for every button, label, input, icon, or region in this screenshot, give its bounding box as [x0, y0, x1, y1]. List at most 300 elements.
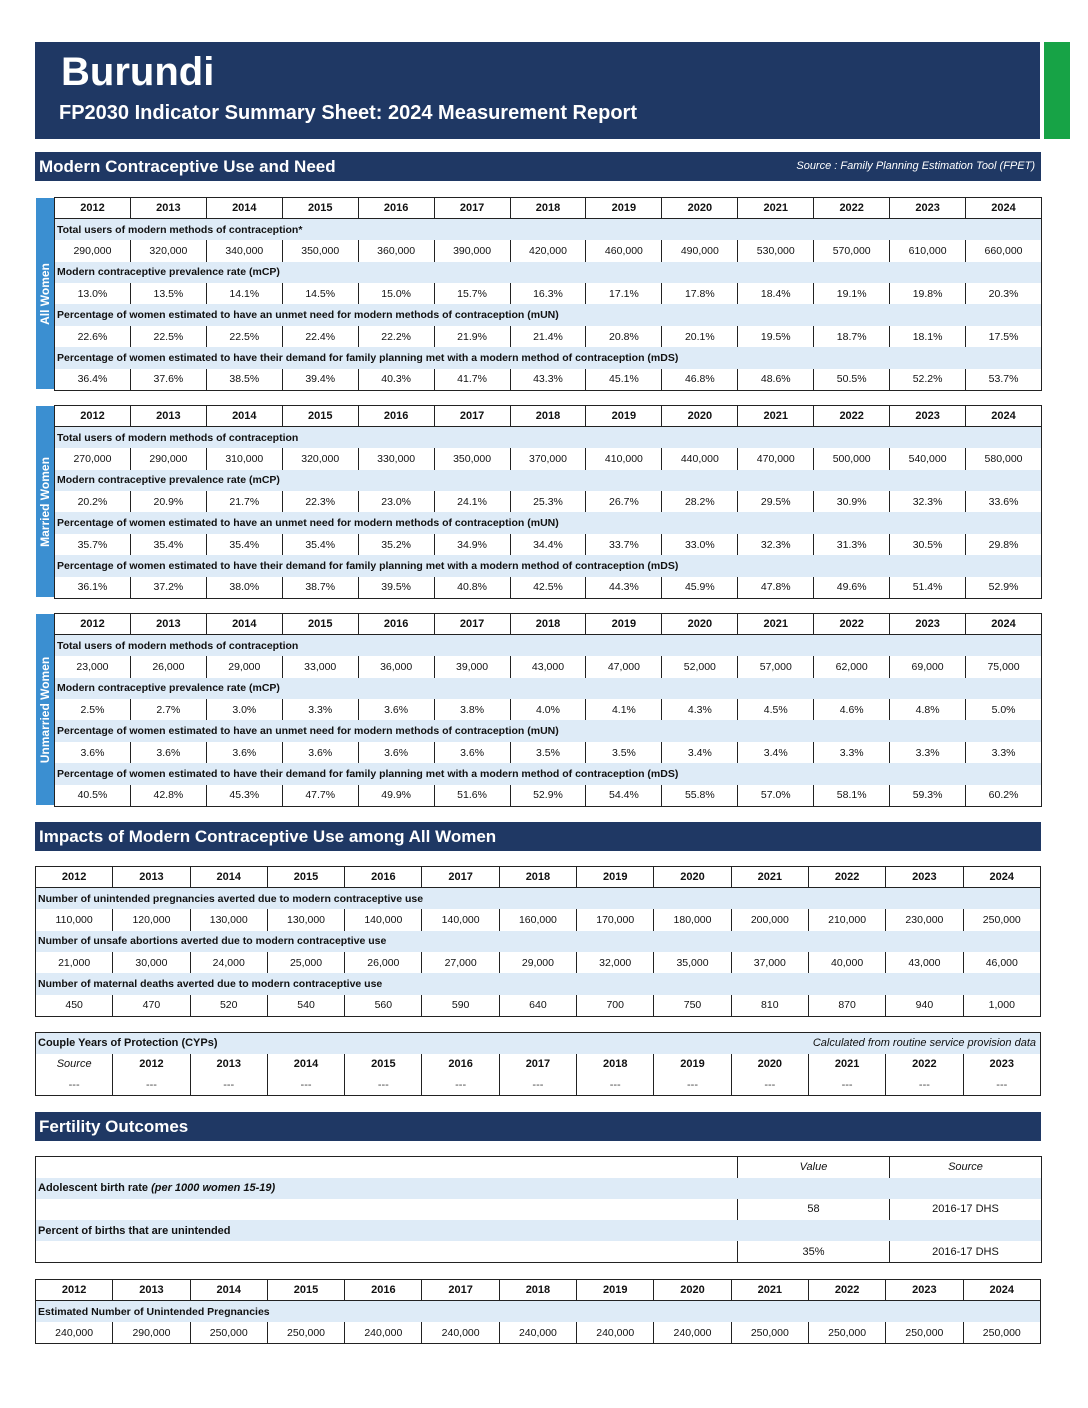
cyp-value: --- [113, 1075, 190, 1096]
indicator-value: 29,000 [206, 656, 282, 677]
indicator-value: 32.3% [890, 491, 966, 512]
indicator-label: Percentage of women estimated to have an unmet need for modern methods of contraception (mUN) [55, 512, 1042, 533]
cyp-value: --- [731, 1075, 808, 1096]
indicator-value: 360,000 [358, 240, 434, 261]
year-header: 2024 [963, 1280, 1040, 1301]
indicator-value: 250,000 [963, 1322, 1040, 1343]
fertility-value-header: Value [738, 1157, 890, 1178]
indicator-value: 75,000 [966, 656, 1042, 677]
indicator-value: 750 [654, 995, 731, 1016]
table-unmarried-women [54, 613, 1042, 807]
year-header: 2012 [36, 1280, 113, 1301]
year-header: 2024 [966, 406, 1042, 427]
indicator-value: 500,000 [814, 448, 890, 469]
year-header: 2021 [738, 614, 814, 635]
band-married-women [36, 406, 54, 597]
indicator-value: 250,000 [808, 1322, 885, 1343]
indicator-value: 200,000 [731, 909, 808, 930]
indicator-value: 37.6% [130, 369, 206, 390]
indicator-value: 60.2% [966, 785, 1042, 806]
indicator-value: 40.3% [358, 369, 434, 390]
band-unmarried-women-label: Unmarried Women [38, 656, 52, 763]
indicator-value: 22.5% [206, 326, 282, 347]
indicator-label: Number of unintended pregnancies averted due to modern contraceptive use [36, 888, 1041, 909]
year-header: 2018 [510, 198, 586, 219]
indicator-value: 3.4% [662, 742, 738, 763]
indicator-value: 25,000 [267, 952, 344, 973]
year-header: 2013 [113, 1280, 190, 1301]
indicator-value: 58.1% [814, 785, 890, 806]
indicator-value: 350,000 [434, 448, 510, 469]
year-header: 2020 [654, 1280, 731, 1301]
report-header [35, 42, 1040, 139]
indicator-value: 250,000 [886, 1322, 963, 1343]
indicator-value: 3.6% [358, 742, 434, 763]
indicator-value: 460,000 [586, 240, 662, 261]
cyp-value: --- [886, 1075, 963, 1096]
indicator-value: 3.6% [206, 742, 282, 763]
year-header: 2013 [130, 198, 206, 219]
indicator-value: 34.9% [434, 534, 510, 555]
year-header: 2020 [662, 614, 738, 635]
year-header: 2014 [190, 1280, 267, 1301]
indicator-value: 43,000 [886, 952, 963, 973]
indicator-value: 18.1% [890, 326, 966, 347]
indicator-value: 490,000 [662, 240, 738, 261]
indicator-value: 3.0% [206, 699, 282, 720]
indicator-value: 40.8% [434, 577, 510, 598]
indicator-value: 390,000 [434, 240, 510, 261]
indicator-value: 26,000 [130, 656, 206, 677]
cyp-value: --- [267, 1075, 344, 1096]
adolescent-birth-source: 2016-17 DHS [890, 1199, 1042, 1220]
cyp-year-header: 2015 [345, 1054, 422, 1075]
indicator-label: Number of maternal deaths averted due to modern contraceptive use [36, 973, 1041, 994]
indicator-value: 810 [731, 995, 808, 1016]
cyp-value: --- [422, 1075, 499, 1096]
indicator-value: 29.5% [738, 491, 814, 512]
indicator-value: 23.0% [358, 491, 434, 512]
indicator-value: 4.8% [890, 699, 966, 720]
cyp-value: --- [190, 1075, 267, 1096]
band-all-women-label: All Women [38, 262, 52, 325]
year-header: 2013 [113, 867, 190, 888]
indicator-value: 350,000 [282, 240, 358, 261]
cyp-year-header: 2013 [190, 1054, 267, 1075]
indicator-value: 26.7% [586, 491, 662, 512]
indicator-value: 590 [422, 995, 499, 1016]
adolescent-birth-label-text: Adolescent birth rate [38, 1182, 149, 1195]
indicator-value: 240,000 [36, 1322, 113, 1343]
indicator-value: 230,000 [886, 909, 963, 930]
cyp-year-header: 2022 [886, 1054, 963, 1075]
year-header: 2023 [890, 614, 966, 635]
year-header: 2015 [282, 406, 358, 427]
indicator-value: 17.1% [586, 283, 662, 304]
indicator-value: 42.5% [510, 577, 586, 598]
year-header: 2017 [422, 1280, 499, 1301]
indicator-value: 18.7% [814, 326, 890, 347]
indicator-value: 1,000 [963, 995, 1040, 1016]
year-header: 2020 [662, 406, 738, 427]
indicator-value: 14.5% [282, 283, 358, 304]
indicator-value: 14.1% [206, 283, 282, 304]
adolescent-birth-label [36, 1178, 1042, 1199]
year-header: 2018 [510, 614, 586, 635]
indicator-value: 3.3% [814, 742, 890, 763]
green-accent-bar [1044, 42, 1070, 139]
indicator-value: 3.5% [510, 742, 586, 763]
year-header: 2014 [206, 198, 282, 219]
section-impacts-title: Impacts of Modern Contraceptive Use among All Women [39, 827, 497, 846]
section-use-need [35, 152, 1041, 181]
year-header: 2014 [206, 614, 282, 635]
indicator-value: 270,000 [55, 448, 131, 469]
indicator-value: 21.4% [510, 326, 586, 347]
indicator-value: 42.8% [130, 785, 206, 806]
indicator-label: Percentage of women estimated to have their demand for family planning met with a modern method of contraception (mDS) [55, 347, 1042, 368]
indicator-label: Total users of modern methods of contraception [55, 635, 1042, 656]
year-header: 2015 [282, 198, 358, 219]
indicator-value: 30.9% [814, 491, 890, 512]
indicator-value: 20.8% [586, 326, 662, 347]
cyp-year-header: 2020 [731, 1054, 808, 1075]
indicator-label: Total users of modern methods of contraception [55, 427, 1042, 448]
indicator-value: 20.3% [966, 283, 1042, 304]
indicator-value: 3.3% [282, 699, 358, 720]
year-header: 2017 [434, 406, 510, 427]
indicator-value: 3.6% [358, 699, 434, 720]
year-header: 2012 [55, 614, 131, 635]
indicator-value: 62,000 [814, 656, 890, 677]
indicator-value: 560 [345, 995, 422, 1016]
table-all-women [54, 197, 1042, 391]
indicator-value: 36.4% [55, 369, 131, 390]
indicator-value: 440,000 [662, 448, 738, 469]
indicator-value: 31.3% [814, 534, 890, 555]
indicator-value: 69,000 [890, 656, 966, 677]
indicator-value: 19.8% [890, 283, 966, 304]
band-all-women [36, 198, 54, 389]
year-header: 2022 [808, 867, 885, 888]
indicator-value: 3.6% [282, 742, 358, 763]
year-header: 2016 [358, 614, 434, 635]
indicator-value: 33.7% [586, 534, 662, 555]
year-header: 2022 [814, 198, 890, 219]
indicator-value: 28.2% [662, 491, 738, 512]
indicator-value: 240,000 [345, 1322, 422, 1343]
indicator-value: 3.3% [966, 742, 1042, 763]
indicator-value: 46.8% [662, 369, 738, 390]
indicator-value: 59.3% [890, 785, 966, 806]
adolescent-birth-value: 58 [738, 1199, 890, 1220]
year-header: 2016 [345, 867, 422, 888]
indicator-value: 660,000 [966, 240, 1042, 261]
table-married-women [54, 405, 1042, 599]
indicator-value: 250,000 [731, 1322, 808, 1343]
year-header: 2024 [966, 614, 1042, 635]
indicator-value: 39.4% [282, 369, 358, 390]
indicator-value: 27,000 [422, 952, 499, 973]
cyp-label: Couple Years of Protection (CYPs) [36, 1033, 577, 1054]
year-header: 2018 [499, 1280, 576, 1301]
table-cyp [35, 1032, 1041, 1096]
indicator-label: Total users of modern methods of contraception* [55, 219, 1042, 240]
year-header: 2018 [510, 406, 586, 427]
indicator-value: 38.7% [282, 577, 358, 598]
indicator-label: Modern contraceptive prevalence rate (mCP) [55, 262, 1042, 283]
cyp-year-header: 2021 [808, 1054, 885, 1075]
indicator-value: 250,000 [190, 1322, 267, 1343]
indicator-value: 37.2% [130, 577, 206, 598]
indicator-value: 15.0% [358, 283, 434, 304]
indicator-value: 290,000 [130, 448, 206, 469]
indicator-value: 38.0% [206, 577, 282, 598]
year-header: 2014 [206, 406, 282, 427]
indicator-value: 2.7% [130, 699, 206, 720]
indicator-value: 20.2% [55, 491, 131, 512]
year-header: 2022 [814, 406, 890, 427]
indicator-value: 52,000 [662, 656, 738, 677]
year-header: 2017 [434, 614, 510, 635]
cyp-year-header: 2019 [654, 1054, 731, 1075]
indicator-value: 240,000 [499, 1322, 576, 1343]
indicator-value: 17.5% [966, 326, 1042, 347]
indicator-value: 43.3% [510, 369, 586, 390]
indicator-value: 33.6% [966, 491, 1042, 512]
indicator-value: 33,000 [282, 656, 358, 677]
fertility-source-header: Source [890, 1157, 1042, 1178]
indicator-value: 23,000 [55, 656, 131, 677]
indicator-label: Number of unsafe abortions averted due to modern contraceptive use [36, 931, 1041, 952]
year-header: 2021 [731, 867, 808, 888]
year-header: 2016 [358, 198, 434, 219]
indicator-value: 340,000 [206, 240, 282, 261]
indicator-value: 52.9% [510, 785, 586, 806]
indicator-value: 420,000 [510, 240, 586, 261]
year-header: 2012 [55, 406, 131, 427]
indicator-value: 240,000 [654, 1322, 731, 1343]
indicator-value: 130,000 [190, 909, 267, 930]
indicator-value: 330,000 [358, 448, 434, 469]
indicator-value: 22.2% [358, 326, 434, 347]
indicator-value: 47.7% [282, 785, 358, 806]
indicator-value: 240,000 [577, 1322, 654, 1343]
section-fertility [35, 1112, 1041, 1141]
indicator-value: 3.8% [434, 699, 510, 720]
indicator-value: 26,000 [345, 952, 422, 973]
indicator-value: 29,000 [499, 952, 576, 973]
indicator-value: 52.9% [966, 577, 1042, 598]
cyp-year-header: 2012 [113, 1054, 190, 1075]
cyp-value: --- [499, 1075, 576, 1096]
indicator-value: 5.0% [966, 699, 1042, 720]
unintended-births-label: Percent of births that are unintended [36, 1220, 1042, 1241]
indicator-value: 35.7% [55, 534, 131, 555]
indicator-value: 4.6% [814, 699, 890, 720]
year-header: 2024 [963, 867, 1040, 888]
year-header: 2018 [499, 867, 576, 888]
indicator-value: 160,000 [499, 909, 576, 930]
indicator-value: 39,000 [434, 656, 510, 677]
indicator-value: 310,000 [206, 448, 282, 469]
indicator-value: 24.1% [434, 491, 510, 512]
indicator-value: 33.0% [662, 534, 738, 555]
report-subtitle: FP2030 Indicator Summary Sheet: 2024 Measurement Report [59, 102, 637, 124]
indicator-value: 35,000 [654, 952, 731, 973]
indicator-value: 20.9% [130, 491, 206, 512]
indicator-value: 290,000 [55, 240, 131, 261]
indicator-value: 250,000 [267, 1322, 344, 1343]
unintended-births-source: 2016-17 DHS [890, 1241, 1042, 1262]
indicator-value: 17.8% [662, 283, 738, 304]
section-use-need-title: Modern Contraceptive Use and Need [39, 157, 336, 176]
indicator-value: 4.1% [586, 699, 662, 720]
indicator-value: 320,000 [130, 240, 206, 261]
year-header: 2015 [267, 867, 344, 888]
cyp-value: --- [654, 1075, 731, 1096]
indicator-value: 35.2% [358, 534, 434, 555]
indicator-value: 210,000 [808, 909, 885, 930]
indicator-value: 320,000 [282, 448, 358, 469]
year-header: 2024 [966, 198, 1042, 219]
indicator-value: 37,000 [731, 952, 808, 973]
indicator-value: 540,000 [890, 448, 966, 469]
year-header: 2013 [130, 406, 206, 427]
indicator-value: 40.5% [55, 785, 131, 806]
year-header: 2020 [662, 198, 738, 219]
indicator-value: 43,000 [510, 656, 586, 677]
indicator-value: 25.3% [510, 491, 586, 512]
indicator-value: 4.5% [738, 699, 814, 720]
indicator-value: 180,000 [654, 909, 731, 930]
section-use-need-source: Source : Family Planning Estimation Tool (FPET) [796, 160, 1035, 172]
indicator-value: 34.4% [510, 534, 586, 555]
cyp-value: --- [963, 1075, 1040, 1096]
indicator-value: 450 [36, 995, 113, 1016]
cyp-year-header: 2023 [963, 1054, 1040, 1075]
section-impacts [35, 822, 1041, 851]
table-fertility [35, 1156, 1042, 1263]
cyp-value: --- [345, 1075, 422, 1096]
indicator-label: Percentage of women estimated to have an unmet need for modern methods of contraception (mUN) [55, 720, 1042, 741]
year-header: 2019 [586, 406, 662, 427]
indicator-value: 47,000 [586, 656, 662, 677]
indicator-value: 21.7% [206, 491, 282, 512]
indicator-value: 4.3% [662, 699, 738, 720]
band-married-women-label: Married Women [38, 456, 52, 547]
indicator-label: Percentage of women estimated to have an unmet need for modern methods of contraception (mUN) [55, 304, 1042, 325]
indicator-value: 19.5% [738, 326, 814, 347]
indicator-value: 32.3% [738, 534, 814, 555]
indicator-value: 51.4% [890, 577, 966, 598]
indicator-value: 250,000 [963, 909, 1040, 930]
indicator-value: 36,000 [358, 656, 434, 677]
section-fertility-title: Fertility Outcomes [39, 1117, 189, 1136]
indicator-value: 3.5% [586, 742, 662, 763]
indicator-value: 22.4% [282, 326, 358, 347]
indicator-value: 47.8% [738, 577, 814, 598]
indicator-value: 540 [267, 995, 344, 1016]
year-header: 2019 [577, 867, 654, 888]
indicator-value: 45.1% [586, 369, 662, 390]
indicator-value: 35.4% [282, 534, 358, 555]
indicator-value: 2.5% [55, 699, 131, 720]
year-header: 2021 [738, 198, 814, 219]
year-header: 2021 [738, 406, 814, 427]
indicator-value: 57,000 [738, 656, 814, 677]
indicator-value: 3.6% [434, 742, 510, 763]
unintended-births-value: 35% [738, 1241, 890, 1262]
indicator-value: 870 [808, 995, 885, 1016]
adolescent-birth-label-note: (per 1000 women 15-19) [151, 1182, 276, 1195]
year-header: 2015 [267, 1280, 344, 1301]
indicator-value: 19.1% [814, 283, 890, 304]
cyp-source-header: Source [36, 1054, 113, 1075]
indicator-value: 51.6% [434, 785, 510, 806]
indicator-value: 39.5% [358, 577, 434, 598]
indicator-value: 520 [190, 995, 267, 1016]
indicator-value: 40,000 [808, 952, 885, 973]
year-header: 2019 [586, 614, 662, 635]
cyp-value: --- [808, 1075, 885, 1096]
year-header: 2019 [577, 1280, 654, 1301]
indicator-value: 580,000 [966, 448, 1042, 469]
indicator-value: 13.0% [55, 283, 131, 304]
indicator-value: 45.3% [206, 785, 282, 806]
indicator-value: 55.8% [662, 785, 738, 806]
indicator-value: 38.5% [206, 369, 282, 390]
indicator-value: 3.4% [738, 742, 814, 763]
year-header: 2019 [586, 198, 662, 219]
year-header: 2017 [422, 867, 499, 888]
year-header: 2023 [886, 867, 963, 888]
indicator-value: 46,000 [963, 952, 1040, 973]
indicator-label: Percentage of women estimated to have their demand for family planning met with a modern method of contraception (mDS) [55, 763, 1042, 784]
indicator-value: 29.8% [966, 534, 1042, 555]
indicator-value: 940 [886, 995, 963, 1016]
indicator-value: 16.3% [510, 283, 586, 304]
cyp-year-header: 2018 [577, 1054, 654, 1075]
year-header: 2014 [190, 867, 267, 888]
cyp-year-header: 2017 [499, 1054, 576, 1075]
indicator-value: 13.5% [130, 283, 206, 304]
indicator-value: 36.1% [55, 577, 131, 598]
indicator-value: 21,000 [36, 952, 113, 973]
indicator-value: 15.7% [434, 283, 510, 304]
indicator-value: 32,000 [577, 952, 654, 973]
indicator-value: 3.6% [55, 742, 131, 763]
indicator-label: Modern contraceptive prevalence rate (mCP) [55, 678, 1042, 699]
year-header: 2017 [434, 198, 510, 219]
year-header: 2013 [130, 614, 206, 635]
indicator-label: Estimated Number of Unintended Pregnancies [36, 1301, 1041, 1322]
indicator-value: 22.3% [282, 491, 358, 512]
year-header: 2023 [890, 406, 966, 427]
indicator-value: 20.1% [662, 326, 738, 347]
indicator-value: 3.6% [130, 742, 206, 763]
indicator-value: 49.6% [814, 577, 890, 598]
indicator-value: 35.4% [206, 534, 282, 555]
indicator-value: 50.5% [814, 369, 890, 390]
indicator-value: 22.5% [130, 326, 206, 347]
indicator-value: 44.3% [586, 577, 662, 598]
table-impacts [35, 866, 1041, 1017]
indicator-value: 53.7% [966, 369, 1042, 390]
indicator-value: 49.9% [358, 785, 434, 806]
cyp-year-header: 2014 [267, 1054, 344, 1075]
indicator-value: 640 [499, 995, 576, 1016]
